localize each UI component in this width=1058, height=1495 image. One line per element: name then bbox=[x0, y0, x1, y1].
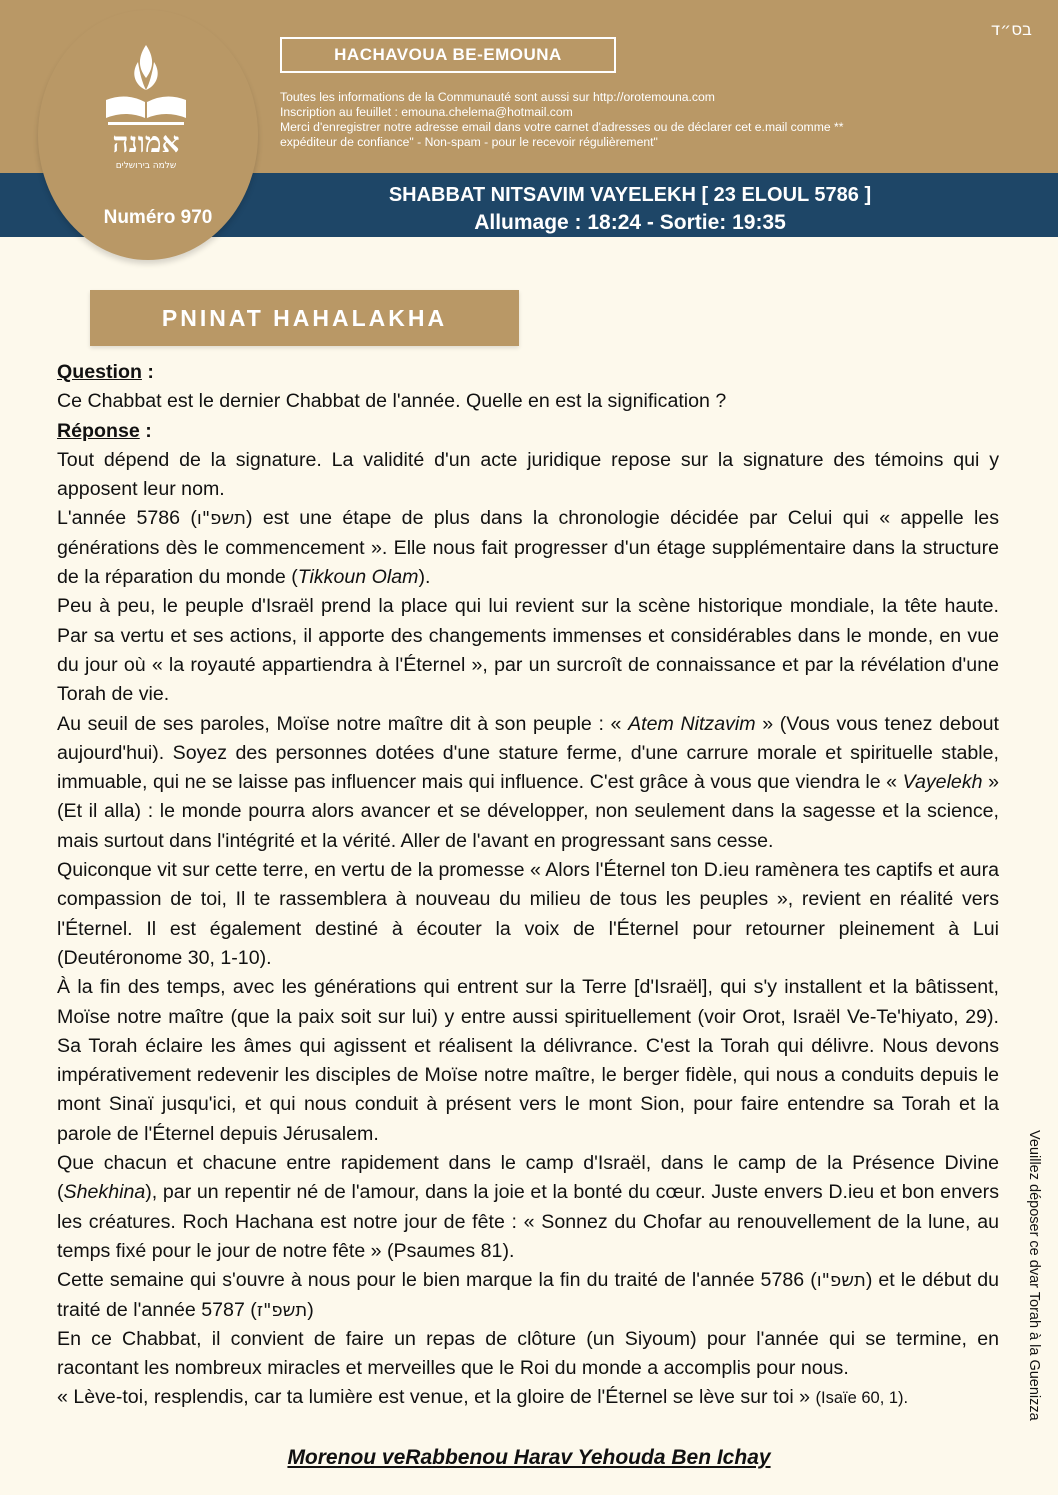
answer-heading bbox=[57, 417, 999, 446]
italic-term: Tikkoun Olam bbox=[297, 566, 419, 589]
hebrew-year: תשפ"ו bbox=[196, 508, 246, 530]
logo-hebrew-subtext: שלמה בירושלים bbox=[115, 161, 177, 171]
paragraph: Tout dépend de la signature. La validité d'un acte juridique repose sur la signature des témoins qui y apposent leur nom. bbox=[57, 448, 999, 501]
paragraph: À la fin des temps, avec les générations qui entrent sur la Terre [d'Israël], qui s'y installent et la bâtissent, Moïse notre maître (que la paix soit sur lui) y entre aussi spirituellement (voir Orot, Israël Ve-Te'hiyato, 29). Sa Torah éclaire les âmes qui agissent et réalisent la délivrance. C'est la Torah qui délivre. Nous devons impérativement redevenir les disciples de Moïse notre maître, le berger fidèle, qui nous a conduits depuis le mont Sinaï jusqu'ici, et qui nous conduit à présent vers le mont Sion, pour faire entendre sa Torah et la parole de l'Éternel depuis Jérusalem. bbox=[57, 976, 999, 1145]
text-span: ) et le début du traité de l'année 5787 ( bbox=[57, 1269, 999, 1321]
paragraph: Peu à peu, le peuple d'Israël prend la place qui lui revient sur la scène historique mondiale, la tête haute. Par sa vertu et ses actions, il apporte des changements immenses et considérables dans le monde, en vue du jour où « la royauté appartiendra à l'Éternel », par un surcroît de connaissance et par la révélation d'une Torah de vie. bbox=[57, 595, 999, 706]
section-title: PNINAT HAHALAKHA bbox=[90, 290, 519, 346]
info-lines bbox=[280, 90, 1000, 150]
hebrew-year: תשפ"ז bbox=[256, 1299, 308, 1321]
paragraph: Quiconque vit sur cette terre, en vertu de la promesse « Alors l'Éternel ton D.ieu ramènera tes captifs et aura compassion de toi, Il te rassemblera à nouveau du milieu de tous les peuples », revient en réalité vers l'Éternel. Il est également destiné à écouter la voix de l'Éternel pour retourner pleinement à Lui (Deutéronome 30, 1-10). bbox=[57, 859, 999, 969]
italic-term: Shekhina bbox=[63, 1181, 146, 1204]
question-heading bbox=[57, 358, 999, 387]
hebrew-year: תשפ"ו bbox=[816, 1270, 866, 1292]
text-span: » (Vous vous tenez debout aujourd'hui). Soyez des personnes dotées d'une stature ferme, d'une carrure morale et spirituelle stable, immuable, qui ne se laisse pas influencer mais qui influence. C'est grâce à vous que viendra le « bbox=[57, 712, 999, 794]
info-line: Toutes les informations de la Communauté sont aussi sur http://orotemouna.com bbox=[280, 90, 715, 104]
paragraph bbox=[57, 1383, 999, 1413]
text-span: ), par un repentir né de l'amour, dans la joie et la bonté du cœur. Juste envers D.ieu et bon envers les créatures. Roch Hachana est notre jour de fête : « Sonnez du Chofar au renouvellement de la lune, au temps fixé pour le jour de notre fête » (Psaumes 81). bbox=[57, 1181, 999, 1262]
italic-term: Atem Nitzavim bbox=[628, 712, 756, 735]
newsletter-title: HACHAVOUA BE-EMOUNA bbox=[280, 37, 616, 73]
info-line: Inscription au feuillet : emouna.chelema@hotmail.com bbox=[280, 105, 573, 119]
text-span: Que chacun et chacune entre rapidement dans le camp d'Israël, dans le camp de la Présence Divine ( bbox=[57, 1152, 999, 1204]
text-span: Cette semaine qui s'ouvre à nous pour le bien marque la fin du traité de l'année 5786 ( bbox=[57, 1269, 817, 1292]
guenizza-note: Veuillez déposer ce dvar Torah à la Guenizza bbox=[1026, 1130, 1042, 1421]
paragraph bbox=[57, 710, 999, 856]
article-body bbox=[57, 358, 999, 1414]
paragraph: En ce Chabbat, il convient de faire un repas de clôture (un Siyoum) pour l'année qui se termine, en racontant les nombreux miracles et merveilles que le Roi du monde a accomplis pour nous. bbox=[57, 1327, 999, 1380]
text-span: ) bbox=[307, 1298, 314, 1321]
citation: (Isaïe 60, 1). bbox=[815, 1389, 909, 1408]
text-span: L'année 5786 ( bbox=[57, 507, 197, 530]
shabbat-times: Allumage : 18:24 - Sortie: 19:35 bbox=[474, 211, 786, 234]
info-line: expéditeur de confiance" - Non-spam - pour le recevoir régulièrement" bbox=[280, 135, 658, 149]
text-span: » (Et il alla) : le monde pourra alors avancer et se développer, non seulement dans la sagesse et la science, mais surtout dans l'intégrité et la vérité. Aller de l'avant en progressant sans cesse. bbox=[57, 771, 999, 852]
shabbat-info bbox=[300, 182, 960, 236]
question-text: Ce Chabbat est le dernier Chabbat de l'année. Quelle en est la signification ? bbox=[57, 390, 727, 413]
label-colon: : bbox=[139, 419, 152, 442]
text-span: « Lève-toi, resplendis, car ta lumière est venue, et la gloire de l'Éternel se lève sur toi » bbox=[57, 1386, 816, 1409]
issue-number: Numéro 970 bbox=[103, 207, 213, 228]
logo-hebrew-text: אמונה bbox=[112, 126, 180, 159]
italic-term: Vayelekh bbox=[902, 771, 983, 794]
bsd-mark: בס״ד bbox=[990, 20, 1032, 40]
emouna-logo-icon bbox=[96, 40, 196, 175]
paragraph bbox=[57, 1266, 999, 1325]
author-signature: Morenou veRabbenou Harav Yehouda Ben Ichay bbox=[287, 1446, 771, 1469]
text-span: ). bbox=[418, 566, 431, 589]
paragraph bbox=[57, 1149, 999, 1266]
label-colon: : bbox=[141, 361, 154, 383]
question-label: Question bbox=[57, 361, 142, 383]
paragraph bbox=[57, 504, 999, 592]
text-span: Au seuil de ses paroles, Moïse notre maître dit à son peuple : « bbox=[57, 712, 629, 735]
answer-label: Réponse bbox=[57, 419, 140, 442]
text-span: ) est une étape de plus dans la chronologie décidée par Celui qui « appelle les générations dès le commencement ». Elle nous fait progresser d'un étage supplémentaire dans la structure de la réparation du monde ( bbox=[57, 507, 1000, 589]
info-line: Merci d'enregistrer notre adresse email dans votre carnet d'adresses ou de déclarer cet e.mail comme ** bbox=[280, 120, 844, 134]
shabbat-title: SHABBAT NITSAVIM VAYELEKH [ 23 ELOUL 5786 ] bbox=[388, 184, 872, 206]
